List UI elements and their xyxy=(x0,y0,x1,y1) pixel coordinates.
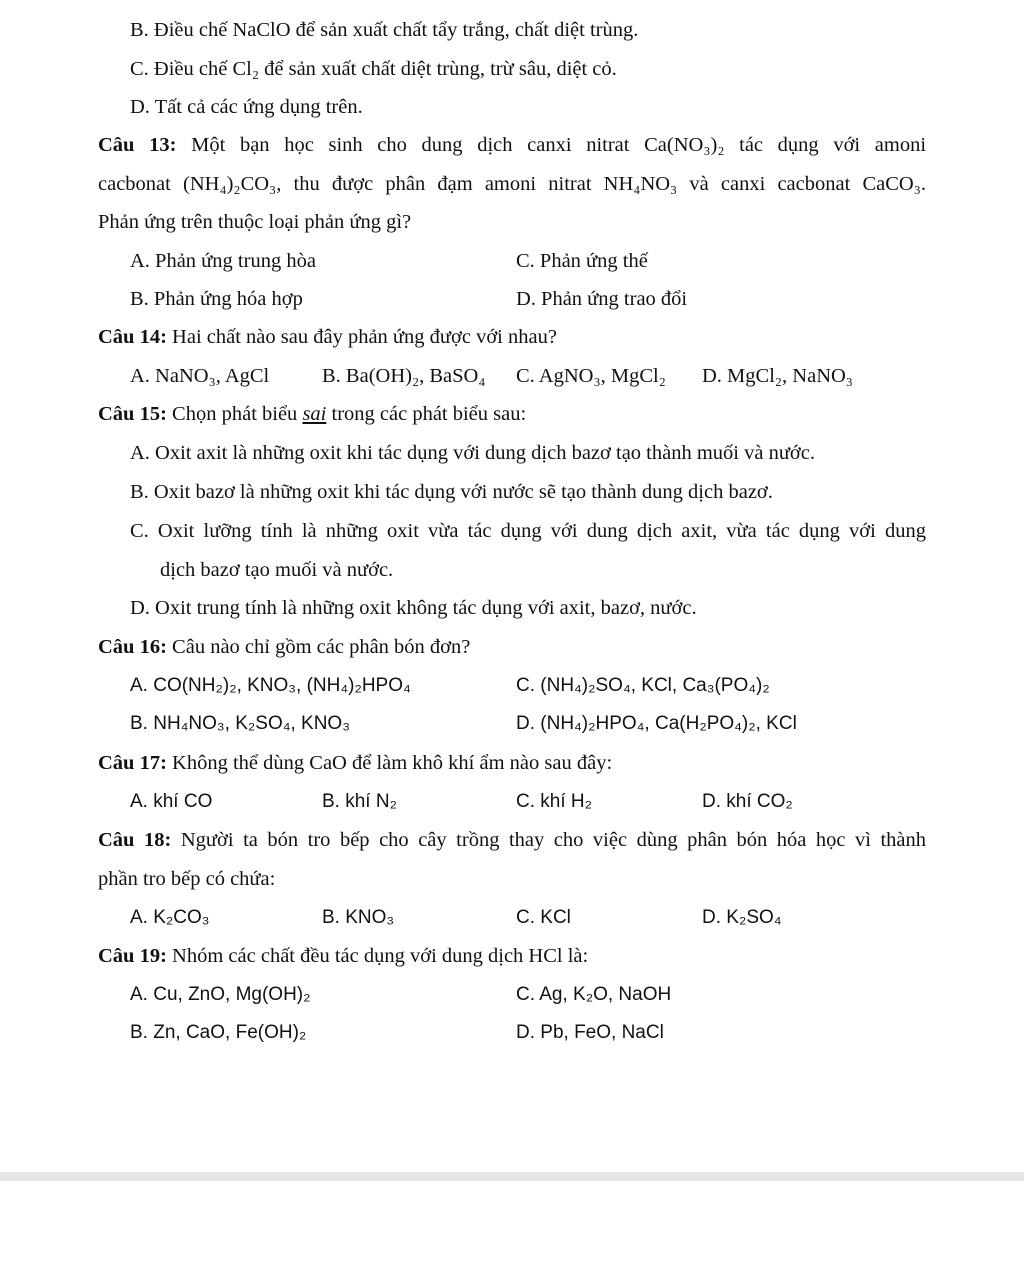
q19-stem xyxy=(98,944,588,968)
q18-option-a: A. K₂CO₃ xyxy=(130,907,210,928)
q17-option-d: D. khí CO₂ xyxy=(702,791,793,812)
page-divider xyxy=(0,1172,1024,1181)
q13-stem-line2: cacbonat (NH₄)₂CO₃, thu được phân đạm amoni nitrat NH₄NO₃ và canxi cacbonat CaCO₃. xyxy=(98,173,926,195)
q13-stem-line3: Phản ứng trên thuộc loại phản ứng gì? xyxy=(98,211,412,233)
q16-text: Câu nào chỉ gồm các phân bón đơn? xyxy=(172,636,471,658)
q16-option-c: C. (NH₄)₂SO₄, KCl, Ca₃(PO₄)₂ xyxy=(516,675,770,696)
q16-stem xyxy=(98,635,470,659)
q12-option-c: C. Điều chế Cl₂ để sản xuất chất diệt trùng, trừ sâu, diệt cỏ. xyxy=(130,58,617,80)
q18-label: Câu 18: xyxy=(98,829,172,851)
q14-option-a: A. NaNO₃, AgCl xyxy=(130,365,270,387)
q17-label: Câu 17: xyxy=(98,752,167,774)
q15-stem xyxy=(98,402,526,426)
q18-stem-line1 xyxy=(98,828,926,852)
q13-option-d: D. Phản ứng trao đổi xyxy=(516,288,688,310)
q16-option-a: A. CO(NH₂)₂, KNO₃, (NH₄)₂HPO₄ xyxy=(130,675,411,696)
q12-option-d: D. Tất cả các ứng dụng trên. xyxy=(130,96,363,118)
q19-option-a: A. Cu, ZnO, Mg(OH)₂ xyxy=(130,984,311,1005)
q15-option-b: B. Oxit bazơ là những oxit khi tác dụng với nước sẽ tạo thành dung dịch bazơ. xyxy=(130,481,773,503)
q14-label: Câu 14: xyxy=(98,326,167,348)
q17-option-b: B. khí N₂ xyxy=(322,791,397,812)
q14-option-d: D. MgCl₂, NaNO₃ xyxy=(702,365,853,387)
q17-text: Không thể dùng CaO để làm khô khí ẩm nào sau đây: xyxy=(172,752,613,774)
q13-stem-line1 xyxy=(98,133,926,157)
q15-option-d: D. Oxit trung tính là những oxit không tác dụng với axit, bazơ, nước. xyxy=(130,597,697,619)
q15-text-after: trong các phát biểu sau: xyxy=(331,403,527,425)
blank-area xyxy=(0,1181,1024,1280)
q14-option-c: C. AgNO₃, MgCl₂ xyxy=(516,365,666,387)
q15-option-c-line1: C. Oxit lưỡng tính là những oxit vừa tác dụng với dung dịch axit, vừa tác dụng với dung xyxy=(130,520,926,542)
q15-option-c-line2: dịch bazơ tạo muối và nước. xyxy=(160,559,394,581)
q18-text-1: Người ta bón tro bếp cho cây trồng thay cho việc dùng phân bón hóa học vì thành xyxy=(180,829,926,851)
q19-label: Câu 19: xyxy=(98,945,167,967)
q18-option-b: B. KNO₃ xyxy=(322,907,395,928)
q19-option-d: D. Pb, FeO, NaCl xyxy=(516,1022,664,1043)
q19-option-c: C. Ag, K₂O, NaOH xyxy=(516,984,672,1005)
q19-text: Nhóm các chất đều tác dụng với dung dịch HCl là: xyxy=(172,945,589,967)
q13-text-1: Một bạn học sinh cho dung dịch canxi nitrat Ca(NO₃)₂ tác dụng với amoni xyxy=(191,134,927,156)
q15-emphasis: sai xyxy=(302,403,327,425)
q13-label: Câu 13: xyxy=(98,134,177,156)
q18-stem-line2: phần tro bếp có chứa: xyxy=(98,868,276,890)
q15-label: Câu 15: xyxy=(98,403,167,425)
q15-text-before: Chọn phát biểu xyxy=(172,403,298,425)
q17-option-a: A. khí CO xyxy=(130,791,213,812)
q18-option-d: D. K₂SO₄ xyxy=(702,907,782,928)
q13-option-a: A. Phản ứng trung hòa xyxy=(130,250,316,272)
q13-option-b: B. Phản ứng hóa hợp xyxy=(130,288,303,310)
q16-label: Câu 16: xyxy=(98,636,167,658)
q14-option-b: B. Ba(OH)₂, BaSO₄ xyxy=(322,365,486,387)
q14-stem xyxy=(98,325,557,349)
q19-option-b: B. Zn, CaO, Fe(OH)₂ xyxy=(130,1022,307,1043)
q15-option-a: A. Oxit axit là những oxit khi tác dụng với dung dịch bazơ tạo thành muối và nước. xyxy=(130,442,815,464)
q12-option-b: B. Điều chế NaClO để sản xuất chất tẩy trắng, chất diệt trùng. xyxy=(130,19,639,41)
q16-option-b: B. NH₄NO₃, K₂SO₄, KNO₃ xyxy=(130,713,350,734)
q14-text: Hai chất nào sau đây phản ứng được với nhau? xyxy=(172,326,557,348)
q18-option-c: C. KCl xyxy=(516,907,571,928)
q16-option-d: D. (NH₄)₂HPO₄, Ca(H₂PO₄)₂, KCl xyxy=(516,713,797,734)
q17-option-c: C. khí H₂ xyxy=(516,791,592,812)
q17-stem xyxy=(98,751,612,775)
q13-option-c: C. Phản ứng thế xyxy=(516,250,648,272)
